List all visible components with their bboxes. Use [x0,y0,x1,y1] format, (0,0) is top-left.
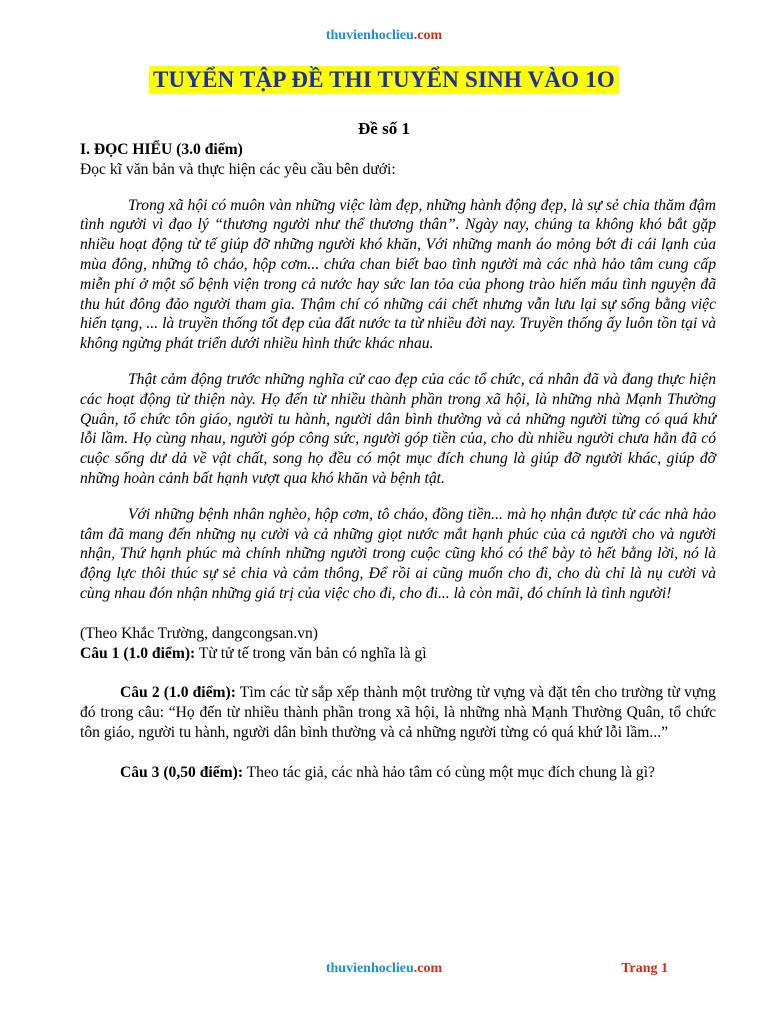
question-2 [80,683,716,742]
site-tld: .com [413,28,443,43]
passage-paragraph-3: Với những bệnh nhân nghèo, hộp cơm, tô cháo, đồng tiền... mà họ nhận được từ các nhà hảo tâm đã mang đến những nụ cười và cả những giọt nước mắt hạnh phúc của cả người cho và người nhận, Thứ hạnh phúc mà chính những người trong cuộc cũng khó có thể bày tỏ hết bằng lời, nó là động lực thôi thúc sự sẻ chia và cảm thông, Để rồi ai cũng muốn cho đi, cho dù chỉ là nụ cười và cùng nhau đón nhận những giá trị của việc cho đi, cho đi... là còn mãi, đó chính là tình người! [80,505,716,602]
question-3-text: Theo tác giả, các nhà hảo tâm có cùng một mục đích chung là gì? [246,763,655,781]
question-3-label: Câu 3 (0,50 điểm): [120,763,244,781]
question-3 [80,763,716,783]
passage-paragraph-2: Thật cảm động trước những nghĩa cử cao đẹp của các tổ chức, cá nhân đã và đang thực hiện các hoạt động từ thiện này. Họ đến từ nhiều thành phần trong xã hội, là những nhà Mạnh Thường Quân, tổ chức tôn giáo, người tu hành, người dân bình thường và cả những người từng có quá khứ lỗi lầm. Họ cùng nhau, người góp công sức, người góp tiền của, cho dù nhiều người chưa hẳn đã có cuộc sống dư dả về vật chất, song họ đều có một mục đích chung là giúp đỡ người khác, giúp đỡ những hoàn cảnh bất hạnh vượt qua khó khăn và bệnh tật. [80,370,716,487]
document-title: TUYỂN TẬP ĐỀ THI TUYỂN SINH VÀO 1O [149,66,619,94]
passage-paragraph-1: Trong xã hội có muôn vàn những việc làm đẹp, những hành động đẹp, là sự sẻ chia thăm đậm tình người vì đạo lý “thương người như thể thương thân”. Ngày nay, chúng ta không khó bắt gặp nhiều hoạt động từ tế giúp đỡ những người khó khăn, Với những manh áo mỏng bớt đi cái lạnh của mùa đông, những tô cháo, hộp cơm... chứa chan biết bao tình người mà các nhà hảo tâm cung cấp miễn phí ở một số bệnh viện trong cả nước hay sức lan tỏa của phong trào hiến máu tình nguyện đã thu hút đông đảo người tham gia. Thậm chí có những cái chết nhưng vẫn lưu lại sự sống bằng việc hiến tạng, ... là truyền thống tốt đẹp của đất nước ta từ nhiều đời nay. Truyền thống ấy luôn tồn tại và không ngừng phát triển dưới nhiều hình thức khác nhau. [80,196,716,353]
question-1 [80,644,716,664]
title-wrap [0,66,768,94]
site-header [0,28,768,44]
question-1-label: Câu 1 (1.0 điểm): [80,644,196,662]
document-body [80,140,716,783]
exam-number: Đề số 1 [358,119,410,138]
passage-source: (Theo Khắc Trường, dangcongsan.vn) [80,624,319,642]
question-2-text: Tìm các từ sắp xếp thành một trường từ vựng và đặt tên cho trường từ vựng đó trong câu: “Họ đến từ nhiều thành phần trong xã hội, là những nhà Mạnh Thường Quân, tổ chức tôn giáo, người tu hành, người dân bình thường và cả những người từng có quá khứ lỗi lầm...” [80,684,716,741]
question-2-label: Câu 2 (1.0 điểm): [120,684,236,702]
page-number: Trang 1 [621,961,668,976]
section-heading: I. ĐỌC HIỂU (3.0 điểm) [80,141,243,158]
question-1-text: Từ tử tế trong văn bản có nghĩa là gì [198,644,427,662]
footer-site: thuvienhoclieu.com [325,961,443,976]
site-name: thuvienhoclieu [325,28,414,43]
section-instruction: Đọc kĩ văn bản và thực hiện các yêu cầu bên dưới: [80,160,396,178]
page-footer [0,961,768,981]
